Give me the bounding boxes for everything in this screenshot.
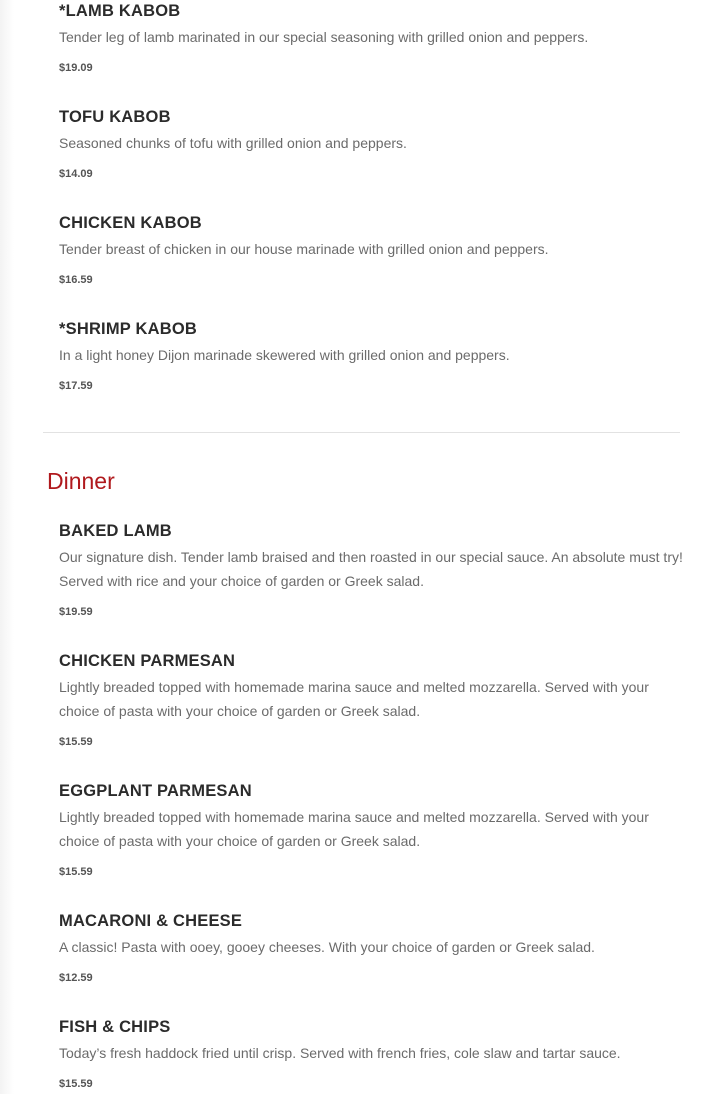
item-description: Our signature dish. Tender lamb braised and then roasted in our special sauce. An absolute must try! Served with rice and your choice of garden or Greek salad. — [59, 549, 683, 589]
item-name: BAKED LAMB — [59, 522, 172, 540]
item-price: $15.59 — [59, 866, 93, 878]
item-description: Today’s fresh haddock fried until crisp. Served with french fries, cole slaw and tartar sauce. — [59, 1045, 621, 1061]
item-price: $17.59 — [59, 380, 93, 392]
menu-item-chicken-parmesan — [59, 651, 689, 749]
item-name: EGGPLANT PARMESAN — [59, 782, 252, 800]
menu-item-tofu-kabob — [59, 107, 689, 181]
item-name: MACARONI & CHEESE — [59, 912, 243, 930]
menu-item-eggplant-parmesan — [59, 781, 689, 879]
item-price: $15.59 — [59, 736, 93, 748]
menu-item-macaroni-cheese — [59, 911, 689, 985]
item-price: $15.59 — [59, 1078, 93, 1090]
item-price: $19.59 — [59, 606, 93, 618]
section-title-dinner: Dinner — [47, 468, 115, 494]
item-description: A classic! Pasta with ooey, gooey cheeses. With your choice of garden or Greek salad. — [59, 939, 595, 955]
item-name: *LAMB KABOB — [59, 2, 181, 20]
left-edge-shade — [0, 0, 14, 1094]
item-name: CHICKEN PARMESAN — [59, 652, 236, 670]
item-price: $14.09 — [59, 168, 93, 180]
menu-item-lamb-kabob — [59, 1, 689, 75]
item-price: $12.59 — [59, 972, 93, 984]
menu-item-chicken-kabob — [59, 213, 689, 287]
menu-item-shrimp-kabob — [59, 319, 689, 393]
item-name: FISH & CHIPS — [59, 1018, 171, 1036]
item-description: Lightly breaded topped with homemade marina sauce and melted mozzarella. Served with your choice of pasta with your choice of garden or Greek salad. — [59, 809, 649, 849]
menu-item-fish-chips — [59, 1017, 689, 1091]
section-divider — [43, 432, 680, 433]
item-name: TOFU KABOB — [59, 108, 171, 126]
item-description: In a light honey Dijon marinade skewered with grilled onion and peppers. — [59, 347, 510, 363]
item-description: Lightly breaded topped with homemade marina sauce and melted mozzarella. Served with your choice of pasta with your choice of garden or Greek salad. — [59, 679, 649, 719]
item-name: CHICKEN KABOB — [59, 214, 202, 232]
item-price: $16.59 — [59, 274, 93, 286]
item-price: $19.09 — [59, 62, 93, 74]
menu-item-baked-lamb — [59, 521, 689, 619]
item-description: Tender breast of chicken in our house marinade with grilled onion and peppers. — [59, 241, 549, 257]
item-name: *SHRIMP KABOB — [59, 320, 197, 338]
item-description: Tender leg of lamb marinated in our special seasoning with grilled onion and peppers. — [59, 29, 589, 45]
item-description: Seasoned chunks of tofu with grilled onion and peppers. — [59, 135, 407, 151]
